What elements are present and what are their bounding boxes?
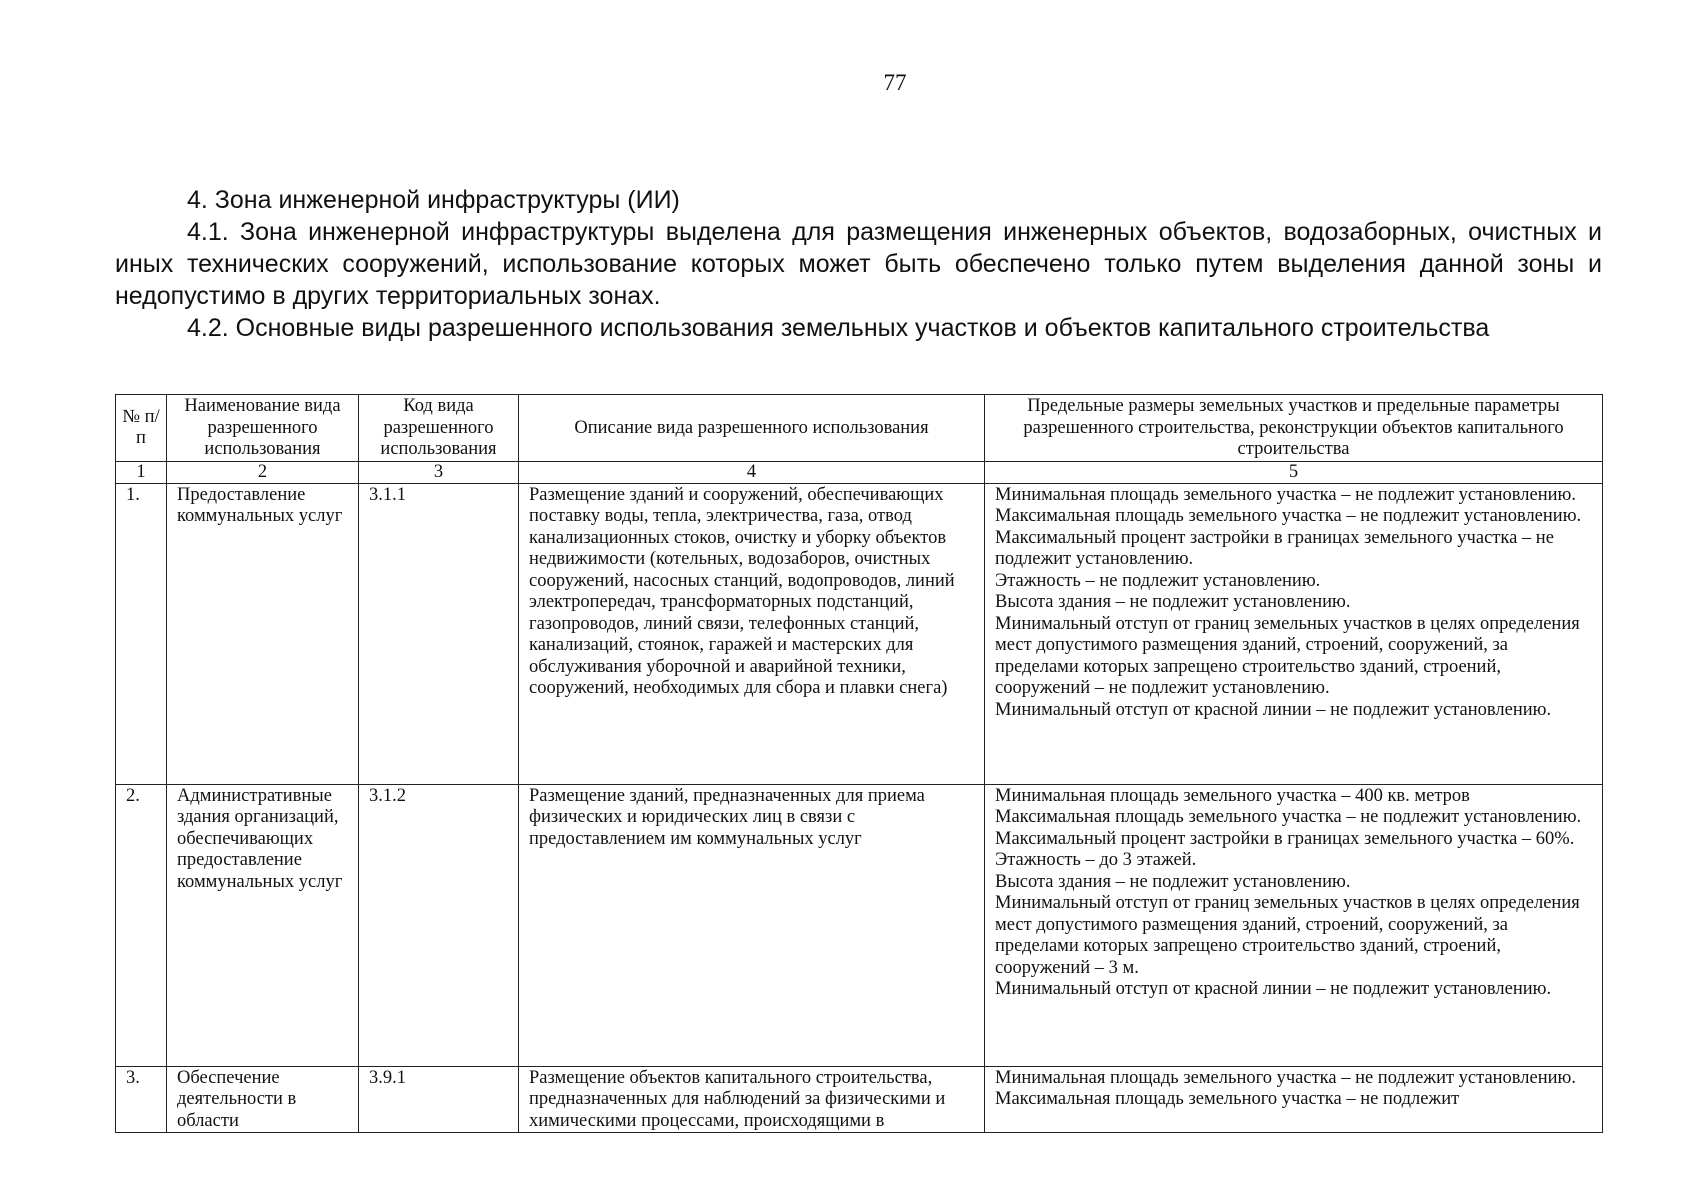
param-line: Максимальная площадь земельного участка – не подлежит: [995, 1089, 1460, 1109]
table-row: [116, 483, 1603, 784]
table-row: [116, 784, 1603, 1066]
param-line: Максимальный процент застройки в границах земельного участка – 60%.: [995, 828, 1575, 849]
table-header-row: [116, 395, 1603, 462]
param-line: Минимальный отступ от границ земельных участков в целях определения мест допустимого размещения зданий, строений, сооружений, за пределами которых запрещено строительство зданий, строений, сооружений – 3 м.: [995, 893, 1580, 978]
row-use-description: Размещение зданий и сооружений, обеспечивающих поставку воды, тепла, электричества, газа, отвод канализационных стоков, очистку и уборку объектов недвижимости (котельных, водозаборов, очистных сооружений, насосных станций, водопроводов, линий электропередач, трансформаторных подстанций, газопроводов, линий связи, телефонных станций, канализаций, стоянок, гаражей и мастерских для обслуживания уборочной и аварийной техники, сооружений, необходимых для сбора и плавки снега): [519, 483, 985, 784]
table-row: [116, 1066, 1603, 1133]
column-number-row: [116, 461, 1603, 483]
param-line: Минимальный отступ от красной линии – не подлежит установлению.: [995, 979, 1552, 999]
row-use-params: [985, 784, 1603, 1066]
row-use-description: Размещение зданий, предназначенных для приема физических и юридических лиц в связи с предоставлением им коммунальных услуг: [519, 784, 985, 1066]
column-number: 5: [985, 461, 1603, 483]
header-num: № п/п: [116, 395, 167, 462]
header-params: Предельные размеры земельных участков и предельные параметры разрешенного строительства, реконструкции объектов капитального строительства: [985, 395, 1603, 462]
header-description: Описание вида разрешенного использования: [519, 395, 985, 462]
row-use-params: [985, 483, 1603, 784]
param-line: Минимальный отступ от красной линии – не подлежит установлению.: [995, 699, 1552, 720]
param-line: Максимальная площадь земельного участка – не подлежит установлению.: [995, 807, 1582, 827]
param-line: Этажность – до 3 этажей.: [995, 850, 1197, 870]
column-number: 4: [519, 461, 985, 483]
row-num: 2.: [116, 784, 167, 1066]
intro-text: [115, 184, 1602, 344]
row-use-code: 3.1.1: [359, 483, 519, 784]
row-num: 3.: [116, 1066, 167, 1133]
param-line: Минимальная площадь земельного участка – 400 кв. метров: [995, 785, 1470, 806]
page-number: 77: [883, 70, 907, 95]
param-line: Минимальный отступ от границ земельных участков в целях определения мест допустимого размещения зданий, строений, сооружений, за пределами которых запрещено строительство зданий, строений, сооружений – не подлежит установлению.: [995, 613, 1580, 698]
row-num: 1.: [116, 483, 167, 784]
param-line: Максимальный процент застройки в границах земельного участка – не подлежит установлению.: [995, 527, 1554, 569]
table-caption-paragraph: 4.2. Основные виды разрешенного использования земельных участков и объектов капитального строительства: [187, 314, 1490, 342]
column-number: 1: [116, 461, 167, 483]
column-number: 2: [167, 461, 359, 483]
param-line: Высота здания – не подлежит установлению.: [995, 592, 1351, 612]
param-line: Высота здания – не подлежит установлению.: [995, 871, 1351, 892]
zone-description-paragraph: 4.1. Зона инженерной инфраструктуры выделена для размещения инженерных объектов, водозаборных, очистных и иных технических сооружений, использование которых может быть обеспечено только путем выделения данной зоны и недопустимо в других территориальных зонах.: [115, 218, 1602, 310]
row-use-name: Административные здания организаций, обеспечивающих предоставление коммунальных услуг: [167, 784, 359, 1066]
row-use-name: Предоставление коммунальных услуг: [167, 483, 359, 784]
row-use-name: Обеспечение деятельности в области: [167, 1066, 359, 1133]
param-line: Минимальная площадь земельного участка – не подлежит установлению.: [995, 1067, 1576, 1088]
param-line: Этажность – не подлежит установлению.: [995, 570, 1321, 591]
header-code: Код вида разрешенного использования: [359, 395, 519, 462]
column-number: 3: [359, 461, 519, 483]
row-use-code: 3.9.1: [359, 1066, 519, 1133]
row-use-code: 3.1.2: [359, 784, 519, 1066]
param-line: Минимальная площадь земельного участка – не подлежит установлению.: [995, 484, 1576, 505]
row-use-description: Размещение объектов капитального строительства, предназначенных для наблюдений за физическими и химическими процессами, происходящими в: [519, 1066, 985, 1133]
zone-heading: 4. Зона инженерной инфраструктуры (ИИ): [187, 186, 680, 214]
permitted-use-table: [115, 394, 1603, 1133]
header-name: Наименование вида разрешенного использования: [167, 395, 359, 462]
row-use-params: [985, 1066, 1603, 1133]
param-line: Максимальная площадь земельного участка – не подлежит установлению.: [995, 506, 1582, 526]
